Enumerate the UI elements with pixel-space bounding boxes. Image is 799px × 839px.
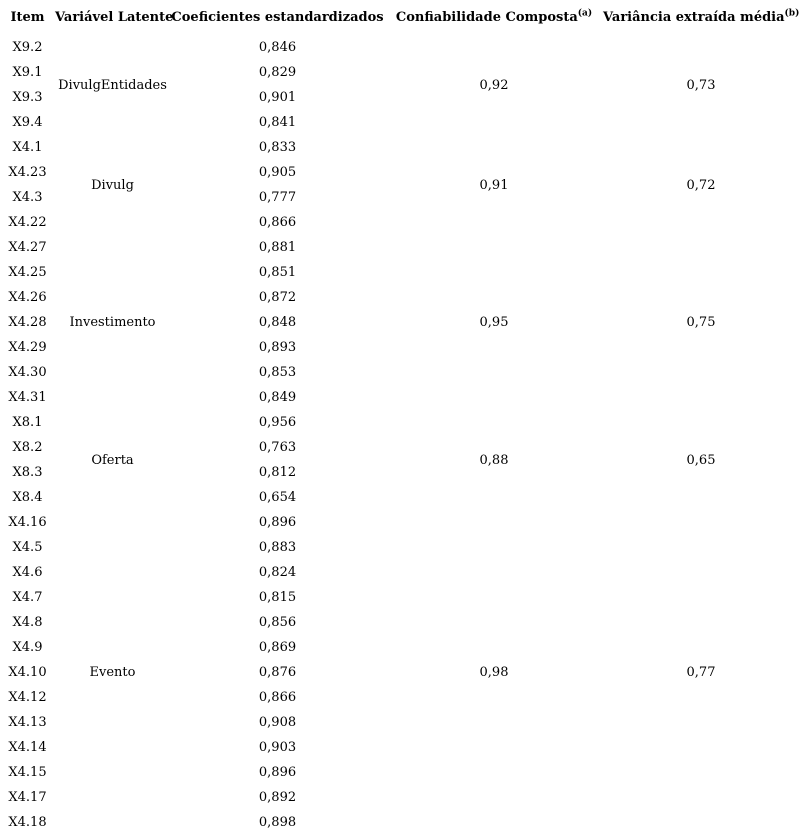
item-code-cell: X9.2 [12,40,43,55]
coefficient-cell: 0,896 [258,515,297,530]
header-composite-reliability-label: Confiabilidade Composta [395,10,578,25]
item-code-cell: X4.10 [8,665,47,680]
table-header [0,0,799,35]
header-latent-variable [55,0,174,35]
coefficient-cell: 0,849 [258,390,297,405]
item-code-cell: X8.3 [12,465,43,480]
item-code-cell: X4.25 [8,265,47,280]
coefficient-cell: 0,892 [258,790,297,805]
table-row [0,35,799,60]
item-code-cell: X4.6 [12,565,43,580]
header-average-variance-extracted [603,0,799,35]
item-code-cell: X4.9 [12,640,43,655]
item-code-cell: X4.5 [12,540,43,555]
item-code-cell: X4.23 [8,165,47,180]
coefficient-cell: 0,893 [258,340,297,355]
coefficient-cell: 0,956 [258,415,297,430]
item-code-cell: X4.17 [8,790,47,805]
composite-reliability-cell: 0,88 [479,452,509,468]
header-item [0,0,55,35]
item-code-cell: X4.13 [8,715,47,730]
coefficient-cell: 0,866 [258,215,297,230]
item-code-cell: X4.3 [12,190,43,205]
header-row [0,0,799,35]
table-row [0,235,799,260]
item-code-cell: X9.4 [12,115,43,130]
coefficient-cell: 0,901 [258,90,297,105]
item-code-cell: X9.3 [12,90,43,105]
coefficient-cell: 0,883 [258,540,297,555]
coefficient-cell: 0,824 [258,565,297,580]
coefficient-cell: 0,763 [258,440,297,455]
average-variance-extracted-cell: 0,75 [686,315,716,330]
composite-reliability-cell: 0,92 [479,77,509,93]
coefficient-cell: 0,896 [258,765,297,780]
coefficient-cell: 0,869 [258,640,297,655]
header-standardized-coefficients [170,0,385,35]
composite-reliability-cell: 0,95 [479,315,509,330]
coefficient-cell: 0,905 [258,165,297,180]
latent-variable-cell: Oferta [91,452,134,468]
composite-reliability-cell: 0,98 [479,665,509,680]
table-row [0,410,799,435]
average-variance-extracted-cell: 0,65 [686,452,716,468]
header-latent-variable-label: Variável Latente [55,10,174,25]
average-variance-extracted-cell: 0,77 [686,665,716,680]
latent-variable-cell: DivulgEntidades [58,77,167,93]
coefficient-cell: 0,841 [258,115,297,130]
item-code-cell: X4.28 [8,315,47,330]
item-code-cell: X4.31 [8,390,47,405]
coefficient-cell: 0,856 [258,615,297,630]
latent-variable-cell: Divulg [91,177,134,193]
header-composite-reliability [385,0,603,35]
coefficient-cell: 0,898 [258,815,297,830]
coefficient-cell: 0,812 [258,465,297,480]
coefficient-cell: 0,777 [258,190,297,205]
item-code-cell: X4.7 [12,590,43,605]
header-item-label: Item [10,10,45,25]
item-code-cell: X4.27 [8,240,47,255]
coefficient-cell: 0,853 [258,365,297,380]
coefficient-cell: 0,881 [258,240,297,255]
coefficient-cell: 0,908 [258,715,297,730]
item-code-cell: X9.1 [12,65,43,80]
average-variance-extracted-cell: 0,72 [686,177,716,193]
header-average-variance-extracted-label: Variância extraída média [603,10,785,25]
coefficient-cell: 0,829 [258,65,297,80]
item-code-cell: X4.14 [8,740,47,755]
table-body [0,35,799,835]
coefficient-cell: 0,872 [258,290,297,305]
item-code-cell: X4.26 [8,290,47,305]
item-code-cell: X4.12 [8,690,47,705]
header-average-variance-extracted-superscript: (b) [784,8,799,19]
coefficient-cell: 0,848 [258,315,297,330]
composite-reliability-cell: 0,91 [479,177,509,193]
item-code-cell: X4.8 [12,615,43,630]
item-code-cell: X4.29 [8,340,47,355]
header-composite-reliability-superscript: (a) [577,8,593,19]
item-code-cell: X4.1 [12,140,43,155]
item-code-cell: X4.18 [8,815,47,830]
item-code-cell: X8.4 [12,490,43,505]
item-code-cell: X4.22 [8,215,47,230]
latent-variable-cell: Evento [89,665,136,680]
latent-variable-cell: Investimento [69,315,156,330]
coefficient-cell: 0,866 [258,690,297,705]
table-row [0,135,799,160]
average-variance-extracted-cell: 0,73 [686,77,716,93]
coefficient-cell: 0,654 [258,490,297,505]
coefficient-cell: 0,833 [258,140,297,155]
table-row [0,510,799,535]
item-code-cell: X4.15 [8,765,47,780]
coefficient-cell: 0,846 [258,40,297,55]
item-code-cell: X4.30 [8,365,47,380]
coefficient-cell: 0,851 [258,265,297,280]
item-code-cell: X8.2 [12,440,43,455]
coefficient-cell: 0,876 [258,665,297,680]
coefficient-cell: 0,903 [258,740,297,755]
item-code-cell: X8.1 [12,415,43,430]
item-code-cell: X4.16 [8,515,47,530]
coefficient-cell: 0,815 [258,590,297,605]
header-standardized-coefficients-label: Coeficientes estandardizados [171,10,384,25]
